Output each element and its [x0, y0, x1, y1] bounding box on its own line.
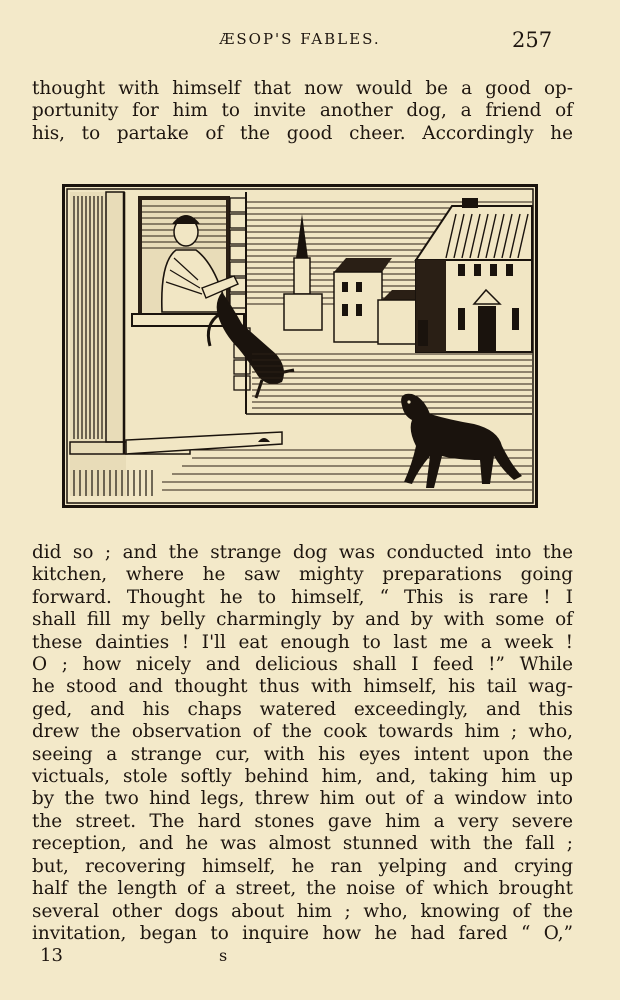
- signature-number: 13: [40, 945, 63, 966]
- text-line: seeing a strange cur, with his eyes intent upon the: [32, 743, 573, 765]
- text-line: the street. The hard stones gave him a very severe: [32, 810, 573, 832]
- page-number: 257: [512, 28, 553, 52]
- text-line: half the length of a street, the noise of which brought: [32, 878, 573, 900]
- paragraph-top: [32, 78, 573, 145]
- text-line: O ; how nicely and delicious shall I feed !” While: [32, 654, 573, 676]
- text-line: victuals, stole softly behind him, and, taking him up: [32, 766, 573, 788]
- text-line: he stood and thought thus with himself, his tail wag-: [32, 676, 573, 698]
- text-line: invitation, began to inquire how he had fared “ O,”: [32, 922, 573, 944]
- text-line: forward. Thought he to himself, “ This is rare ! I: [32, 586, 573, 608]
- text-line: by the two hind legs, threw him out of a window into: [32, 788, 573, 810]
- text-line: did so ; and the strange dog was conducted into the: [32, 542, 573, 563]
- running-head: ÆSOP'S FABLES.: [219, 30, 381, 48]
- text-line: shall fill my belly charmingly by and by with some of: [32, 609, 573, 631]
- text-line: these dainties ! I'll eat enough to last me a week !: [32, 631, 573, 653]
- text-line: his, to partake of the good cheer. Accordingly he: [32, 122, 573, 144]
- text-line: several other dogs about him ; who, knowing of the: [32, 900, 573, 922]
- text-line: thought with himself that now would be a good op-: [32, 78, 573, 99]
- woodcut-cook-throwing-dog-from-window-icon: [62, 184, 538, 508]
- text-line: reception, and he was almost stunned with the fall ;: [32, 833, 573, 855]
- text-line: drew the observation of the cook towards him ; who,: [32, 721, 573, 743]
- text-line: ged, and his chaps watered exceedingly, and this: [32, 698, 573, 720]
- text-line: but, recovering himself, he ran yelping and crying: [32, 855, 573, 877]
- signature-mark: s: [219, 946, 228, 965]
- text-line: portunity for him to invite another dog, a friend of: [32, 100, 573, 122]
- text-line: kitchen, where he saw mighty preparations going: [32, 564, 573, 586]
- paragraph-bottom: [32, 542, 573, 945]
